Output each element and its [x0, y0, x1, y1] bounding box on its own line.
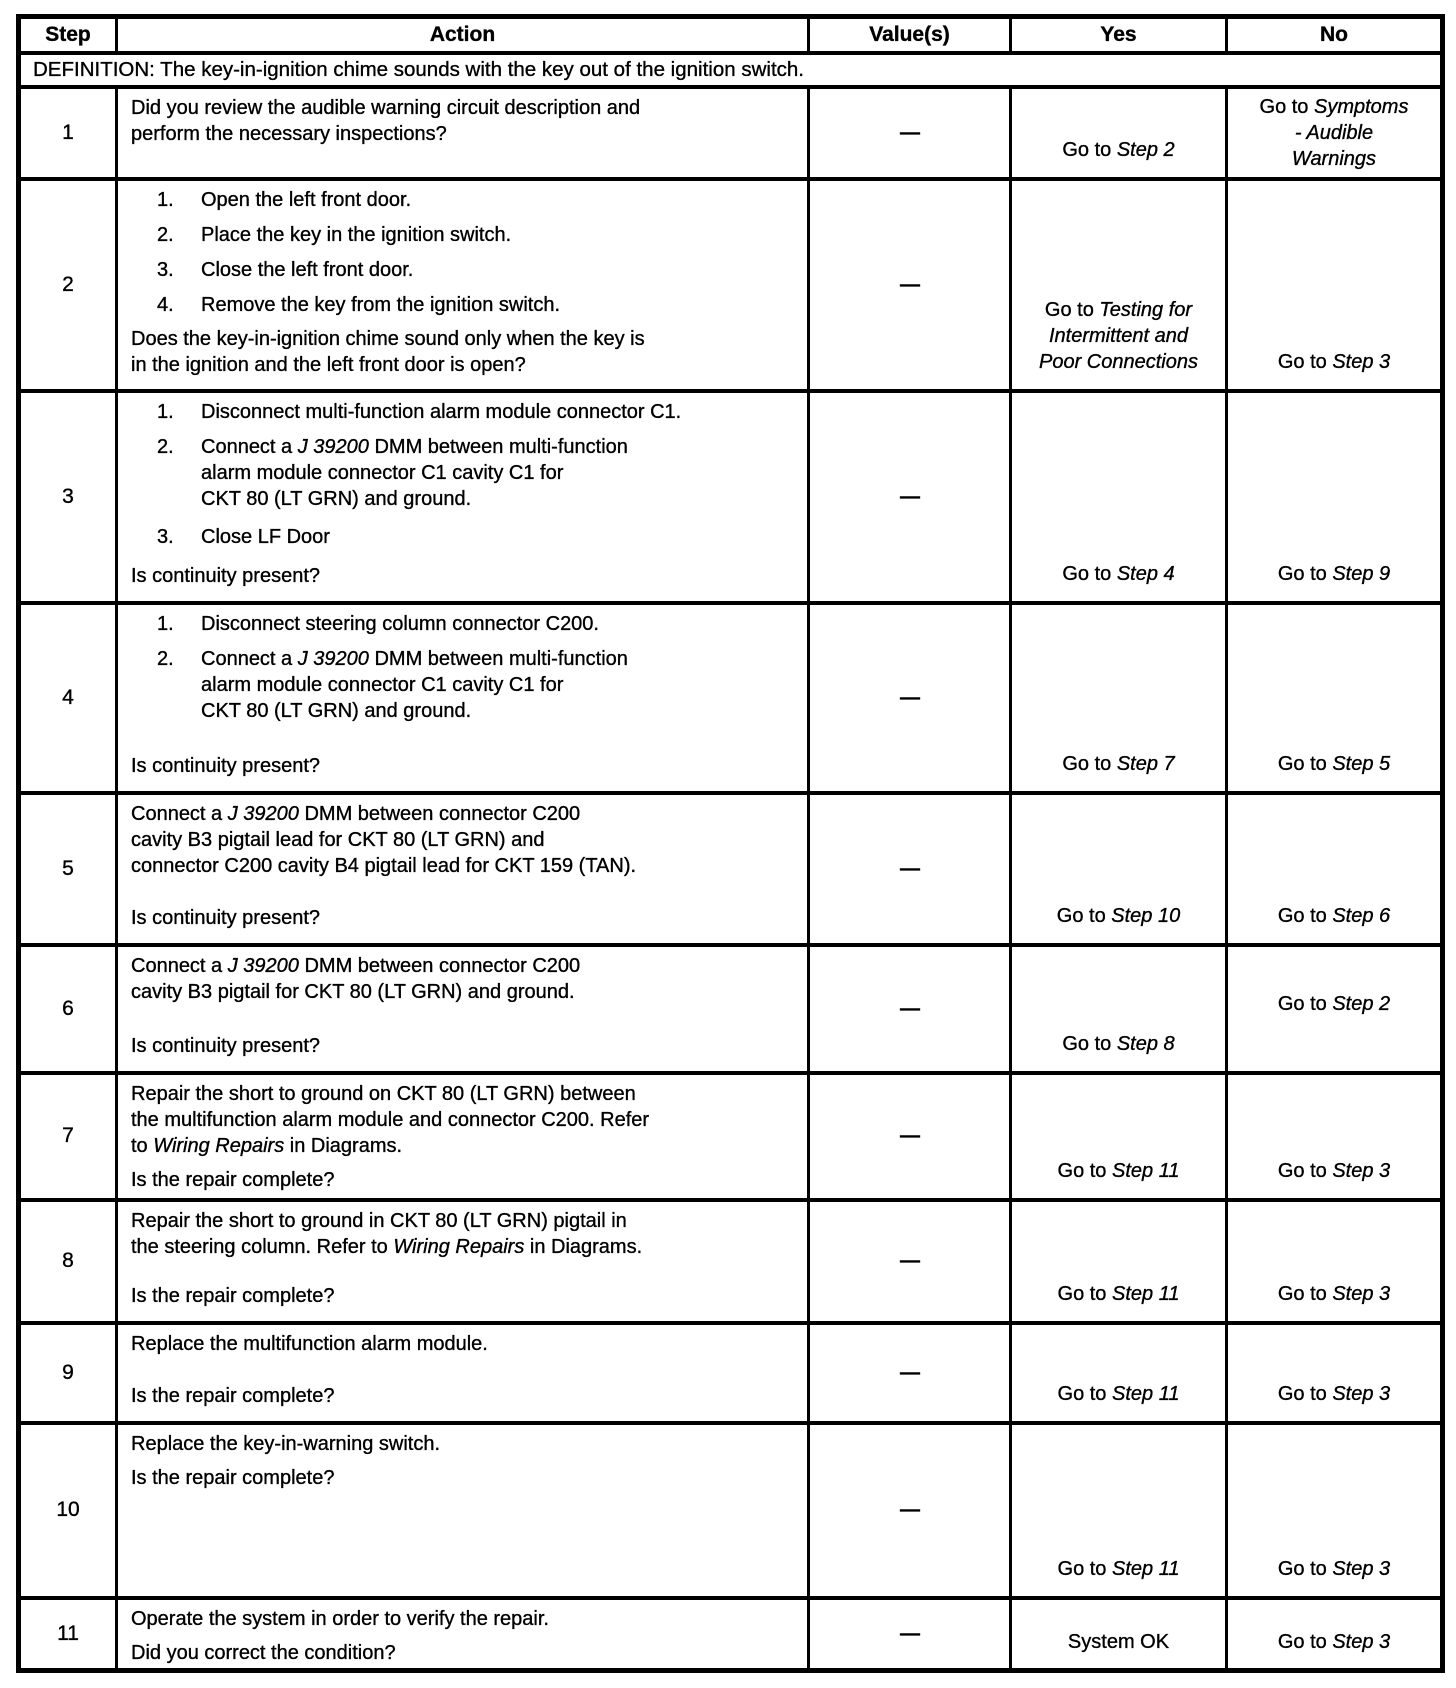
list-item-text: [201, 292, 799, 318]
yes-cell: [1011, 1073, 1227, 1200]
italic-reference-text: Step 3: [1332, 1630, 1391, 1653]
yes-answer-text: [1012, 1075, 1225, 1192]
text-segment: in the ignition and the left front door is open?: [131, 353, 526, 376]
yes-answer-lines: [1068, 1629, 1169, 1655]
list-item-number: 2.: [157, 435, 174, 458]
step-row-11: [19, 1598, 1443, 1671]
action-paragraph: [131, 95, 799, 147]
text-segment: Go to: [1277, 993, 1333, 1015]
diagnostic-table-page: [16, 14, 1445, 1673]
no-answer-text: [1228, 181, 1440, 383]
text-segment: Go to: [1056, 904, 1112, 927]
action-list: [131, 187, 799, 318]
steps-body: [19, 87, 1443, 1671]
col-header-no: No: [1227, 17, 1443, 53]
step-number-cell: [19, 1423, 117, 1598]
no-answer-text: [1228, 1600, 1440, 1663]
action-paragraph: [131, 1431, 799, 1457]
text-segment: DMM between multi-function: [368, 647, 628, 670]
action-list-item: [131, 292, 799, 318]
step-number: 8: [62, 1249, 74, 1272]
value-cell: [809, 603, 1011, 793]
text-segment: Go to: [1277, 1557, 1333, 1580]
yes-answer-text: [1012, 1202, 1225, 1315]
yes-answer-text: [1012, 947, 1225, 1065]
yes-answer-lines: [1058, 1281, 1180, 1307]
text-segment: Repair the short to ground on CKT 80 (LT GRN) between: [131, 1082, 636, 1105]
yes-answer-lines: [1062, 1031, 1174, 1057]
definition-text: DEFINITION: The key-in-ignition chime sounds with the key out of the ignition switch.: [19, 53, 1443, 87]
list-item-text: [201, 611, 799, 637]
action-cell: [117, 1598, 809, 1671]
action-cell: [117, 1200, 809, 1323]
list-item-number: 2.: [157, 223, 174, 246]
text-segment: Does the key-in-ignition chime sound only when the key is: [131, 327, 645, 350]
action-question: [131, 1383, 799, 1409]
no-answer-lines: [1278, 1381, 1390, 1407]
no-cell: [1227, 1598, 1443, 1671]
text-segment: Go to: [1277, 350, 1333, 373]
italic-reference-text: Step 8: [1116, 1032, 1175, 1055]
no-answer-text: [1228, 605, 1440, 785]
action-cell: [117, 391, 809, 603]
list-item-text: [201, 646, 799, 724]
no-cell: [1227, 1200, 1443, 1323]
text-segment: cavity B3 pigtail for CKT 80 (LT GRN) and ground.: [131, 980, 575, 1003]
no-cell: [1227, 793, 1443, 945]
value-cell: [809, 793, 1011, 945]
text-segment: in Diagrams.: [524, 1235, 643, 1258]
text-segment: Go to: [1277, 904, 1333, 927]
value-cell: [809, 1423, 1011, 1598]
text-segment: System OK: [1067, 1630, 1170, 1653]
value-dash: —: [900, 1622, 919, 1645]
value-dash: —: [900, 1361, 919, 1384]
italic-reference-text: J 39200: [297, 435, 369, 458]
action-question: [131, 1033, 799, 1059]
definition-row: [19, 53, 1443, 87]
list-item-number: 3.: [157, 258, 174, 281]
italic-reference-text: J 39200: [227, 802, 299, 825]
list-item-number: 2.: [157, 647, 174, 670]
step-number-cell: [19, 87, 117, 179]
value-dash: —: [900, 1125, 919, 1147]
text-segment: connector C200 cavity B4 pigtail lead for CKT 159 (TAN).: [131, 854, 637, 877]
yes-answer-lines: [1058, 1158, 1180, 1184]
value-dash: —: [900, 1250, 919, 1272]
yes-cell: [1011, 1200, 1227, 1323]
step-row-7: [19, 1073, 1443, 1200]
list-item-number: 4.: [157, 293, 174, 316]
value-cell: [809, 87, 1011, 179]
no-cell: [1227, 945, 1443, 1073]
yes-cell: [1011, 1598, 1227, 1671]
italic-reference-text: Warnings: [1291, 147, 1377, 170]
italic-reference-text: Step 4: [1116, 562, 1175, 585]
no-answer-lines: [1278, 1556, 1390, 1582]
step-number: 11: [57, 1621, 79, 1645]
action-cell: [117, 1073, 809, 1200]
value-cell: [809, 1200, 1011, 1323]
yes-answer-text: [1012, 393, 1225, 595]
text-segment: Go to: [1057, 1282, 1112, 1305]
value-dash: —: [900, 997, 919, 1020]
action-paragraph: [131, 1081, 799, 1159]
value-cell: [809, 1598, 1011, 1671]
no-answer-text: [1228, 1325, 1440, 1415]
yes-answer-text: [1012, 1425, 1225, 1590]
header-row: [19, 17, 1443, 53]
action-list-item: [131, 222, 799, 248]
yes-answer-lines: [1062, 137, 1174, 163]
step-number: 9: [62, 1360, 74, 1384]
text-segment: Go to: [1277, 562, 1333, 585]
no-cell: [1227, 603, 1443, 793]
step-number-cell: [19, 603, 117, 793]
list-item-number: 1.: [157, 400, 174, 423]
col-header-yes: Yes: [1011, 17, 1227, 53]
step-number-cell: [19, 945, 117, 1073]
italic-reference-text: Wiring Repairs: [153, 1134, 285, 1157]
text-segment: Place the key in the ignition switch.: [201, 223, 512, 246]
text-segment: Connect a: [131, 954, 228, 977]
action-cell: [117, 603, 809, 793]
step-row-9: [19, 1323, 1443, 1423]
no-answer-lines: [1260, 94, 1409, 172]
action-question: [131, 563, 799, 589]
yes-answer-text: [1012, 605, 1225, 785]
list-item-text: [201, 187, 799, 213]
value-cell: [809, 1323, 1011, 1423]
no-answer-text: [1228, 1425, 1440, 1590]
no-answer-text: [1228, 393, 1440, 595]
text-segment: Close LF Door: [201, 526, 330, 548]
yes-answer-lines: [1062, 561, 1174, 587]
yes-cell: [1011, 179, 1227, 391]
italic-reference-text: Step 11: [1112, 1557, 1180, 1580]
list-item-text: [201, 257, 799, 283]
no-cell: [1227, 1423, 1443, 1598]
text-segment: Is continuity present?: [131, 564, 320, 587]
value-cell: [809, 179, 1011, 391]
italic-reference-text: Poor Connections: [1039, 350, 1198, 373]
yes-cell: [1011, 87, 1227, 179]
text-segment: Go to: [1062, 138, 1117, 161]
no-cell: [1227, 391, 1443, 603]
yes-answer-lines: [1058, 1556, 1180, 1582]
action-list-item: [131, 399, 799, 425]
step-number-cell: [19, 1200, 117, 1323]
action-question: [131, 1167, 799, 1193]
text-segment: Go to: [1277, 752, 1333, 775]
step-number-cell: [19, 391, 117, 603]
italic-reference-text: - Audible: [1294, 121, 1374, 144]
italic-reference-text: Step 3: [1332, 1159, 1391, 1182]
step-number: 6: [62, 996, 74, 1020]
step-number: 2: [62, 272, 74, 296]
step-number-cell: [19, 1598, 117, 1671]
text-segment: Is the repair complete?: [131, 1466, 335, 1489]
no-cell: [1227, 179, 1443, 391]
yes-cell: [1011, 1423, 1227, 1598]
text-segment: Is continuity present?: [131, 754, 320, 777]
italic-reference-text: Testing for: [1099, 298, 1193, 321]
text-segment: Connect a: [131, 802, 228, 825]
text-segment: DMM between connector C200: [298, 802, 581, 825]
text-segment: Is continuity present?: [131, 906, 320, 929]
step-row-8: [19, 1200, 1443, 1323]
yes-answer-lines: [1039, 297, 1198, 375]
diagnostic-table: [16, 14, 1445, 1673]
step-row-5: [19, 793, 1443, 945]
text-segment: Disconnect multi-function alarm module connector C1.: [201, 400, 682, 423]
value-dash: —: [900, 857, 919, 880]
text-segment: Go to: [1057, 1159, 1112, 1182]
italic-reference-text: Step 10: [1111, 904, 1181, 927]
italic-reference-text: Intermittent and: [1049, 324, 1188, 347]
list-item-number: 1.: [157, 612, 174, 635]
action-cell: [117, 1323, 809, 1423]
text-segment: Disconnect steering column connector C200.: [201, 612, 599, 635]
action-list-item: [131, 187, 799, 213]
italic-reference-text: Step 5: [1332, 752, 1391, 775]
col-header-values: Value(s): [809, 17, 1011, 53]
action-paragraph: [131, 1208, 799, 1260]
no-answer-lines: [1278, 991, 1390, 1017]
step-row-3: [19, 391, 1443, 603]
yes-cell: [1011, 793, 1227, 945]
action-question: [131, 326, 799, 378]
step-number: 3: [62, 484, 74, 508]
text-segment: Go to: [1277, 1630, 1333, 1653]
list-item-text: [201, 434, 799, 512]
text-segment: Replace the multifunction alarm module.: [131, 1332, 488, 1355]
action-paragraph: [131, 1331, 799, 1357]
text-segment: DMM between multi-function: [368, 435, 628, 458]
action-question: [131, 753, 799, 779]
text-segment: Is continuity present?: [131, 1034, 320, 1057]
action-list-item: [131, 434, 799, 512]
value-cell: [809, 945, 1011, 1073]
no-answer-lines: [1278, 561, 1390, 587]
no-answer-text: [1228, 1075, 1440, 1192]
yes-cell: [1011, 391, 1227, 603]
step-row-10: [19, 1423, 1443, 1598]
action-list: [131, 611, 799, 724]
italic-reference-text: Step 3: [1332, 1557, 1391, 1580]
text-segment: Connect a: [201, 647, 298, 670]
action-question: [131, 1640, 799, 1666]
value-dash: —: [900, 273, 919, 296]
no-answer-text: [1228, 1202, 1440, 1315]
text-segment: Operate the system in order to verify the repair.: [131, 1607, 549, 1630]
step-row-4: [19, 603, 1443, 793]
yes-answer-lines: [1058, 1381, 1180, 1407]
list-item-text: [201, 399, 799, 425]
value-dash: —: [900, 485, 919, 508]
list-item-text: [201, 222, 799, 248]
action-list-item: [131, 257, 799, 283]
italic-reference-text: Step 11: [1112, 1382, 1180, 1405]
italic-reference-text: Step 11: [1112, 1282, 1180, 1305]
action-list: [131, 524, 799, 550]
action-question: [131, 905, 799, 931]
action-question: [131, 1465, 799, 1491]
italic-reference-text: Wiring Repairs: [393, 1235, 525, 1258]
step-number: 10: [56, 1498, 80, 1521]
text-segment: Go to: [1044, 298, 1100, 321]
text-segment: DMM between connector C200: [298, 954, 581, 977]
yes-cell: [1011, 945, 1227, 1073]
list-item-number: 1.: [157, 188, 174, 211]
no-answer-text: [1228, 795, 1440, 937]
text-segment: Go to: [1057, 1382, 1112, 1405]
text-segment: Remove the key from the ignition switch.: [201, 293, 561, 316]
step-row-1: [19, 87, 1443, 179]
yes-answer-text: [1012, 89, 1225, 171]
text-segment: Go to: [1062, 1032, 1117, 1055]
text-segment: alarm module connector C1 cavity C1 for: [201, 673, 564, 696]
italic-reference-text: Step 3: [1332, 1382, 1391, 1405]
no-cell: [1227, 1323, 1443, 1423]
action-list-item: [131, 524, 799, 550]
italic-reference-text: Step 2: [1332, 993, 1391, 1015]
text-segment: the multifunction alarm module and connector C200. Refer: [131, 1108, 650, 1131]
action-list: [131, 399, 799, 512]
text-segment: Go to: [1062, 752, 1117, 775]
step-number-cell: [19, 1323, 117, 1423]
yes-answer-text: [1012, 1600, 1225, 1663]
text-segment: Connect a: [201, 435, 298, 458]
step-number: 5: [62, 856, 74, 880]
yes-answer-lines: [1057, 903, 1180, 929]
action-cell: [117, 87, 809, 179]
action-paragraph: [131, 1606, 799, 1632]
no-answer-lines: [1278, 1158, 1390, 1184]
no-answer-text: [1228, 947, 1440, 1065]
italic-reference-text: Step 2: [1116, 138, 1175, 161]
value-dash: —: [900, 121, 919, 144]
text-segment: Go to: [1277, 1382, 1333, 1405]
step-number: 1: [62, 120, 74, 144]
action-question: [131, 1283, 799, 1309]
text-segment: in Diagrams.: [284, 1134, 403, 1157]
text-segment: perform the necessary inspections?: [131, 122, 447, 145]
italic-reference-text: Step 6: [1332, 904, 1391, 927]
action-paragraph: [131, 953, 799, 1005]
italic-reference-text: Step 9: [1332, 562, 1391, 585]
col-header-action: Action: [117, 17, 809, 53]
value-dash: —: [900, 686, 919, 709]
no-answer-lines: [1278, 751, 1390, 777]
step-number-cell: [19, 179, 117, 391]
step-number-cell: [19, 793, 117, 945]
text-segment: Go to: [1259, 95, 1314, 118]
text-segment: CKT 80 (LT GRN) and ground.: [201, 699, 472, 722]
step-number: 4: [62, 685, 74, 709]
italic-reference-text: Step 7: [1116, 752, 1175, 775]
step-number-cell: [19, 1073, 117, 1200]
yes-answer-text: [1012, 181, 1225, 383]
action-cell: [117, 945, 809, 1073]
col-header-step: Step: [19, 17, 117, 53]
step-row-6: [19, 945, 1443, 1073]
no-cell: [1227, 1073, 1443, 1200]
yes-cell: [1011, 603, 1227, 793]
action-list-item: [131, 611, 799, 637]
no-answer-lines: [1278, 1281, 1390, 1307]
italic-reference-text: Step 3: [1332, 350, 1391, 373]
text-segment: Go to: [1057, 1557, 1112, 1580]
no-answer-text: [1228, 89, 1440, 171]
no-cell: [1227, 87, 1443, 179]
text-segment: Did you correct the condition?: [131, 1641, 396, 1664]
text-segment: Open the left front door.: [201, 188, 412, 211]
action-cell: [117, 793, 809, 945]
action-list-item: [131, 646, 799, 724]
text-segment: cavity B3 pigtail lead for CKT 80 (LT GRN) and: [131, 828, 545, 851]
text-segment: Is the repair complete?: [131, 1168, 335, 1191]
text-segment: CKT 80 (LT GRN) and ground.: [201, 487, 472, 510]
text-segment: Close the left front door.: [201, 258, 414, 281]
no-answer-lines: [1278, 1629, 1390, 1655]
text-segment: to: [131, 1134, 154, 1157]
text-segment: Repair the short to ground in CKT 80 (LT GRN) pigtail in: [131, 1209, 627, 1232]
value-dash: —: [900, 1499, 919, 1521]
list-item-text: [201, 524, 799, 550]
text-segment: Go to: [1062, 562, 1117, 585]
value-cell: [809, 391, 1011, 603]
text-segment: Go to: [1277, 1159, 1333, 1182]
text-segment: Is the repair complete?: [131, 1284, 335, 1307]
italic-reference-text: Step 3: [1332, 1282, 1391, 1305]
italic-reference-text: Symptoms: [1314, 95, 1409, 118]
no-answer-lines: [1278, 903, 1390, 929]
yes-cell: [1011, 1323, 1227, 1423]
action-cell: [117, 1423, 809, 1598]
italic-reference-text: J 39200: [227, 954, 299, 977]
yes-answer-lines: [1062, 751, 1174, 777]
yes-answer-text: [1012, 795, 1225, 937]
yes-answer-text: [1012, 1325, 1225, 1415]
text-segment: Replace the key-in-warning switch.: [131, 1432, 441, 1455]
step-row-2: [19, 179, 1443, 391]
text-segment: Go to: [1277, 1282, 1333, 1305]
step-number: 7: [62, 1124, 74, 1147]
italic-reference-text: J 39200: [297, 647, 369, 670]
no-answer-lines: [1278, 349, 1390, 375]
action-paragraph: [131, 801, 799, 879]
text-segment: the steering column. Refer to: [131, 1235, 394, 1258]
action-cell: [117, 179, 809, 391]
text-segment: alarm module connector C1 cavity C1 for: [201, 461, 564, 484]
text-segment: Did you review the audible warning circuit description and: [131, 96, 641, 119]
text-segment: Is the repair complete?: [131, 1384, 335, 1407]
italic-reference-text: Step 11: [1112, 1159, 1180, 1182]
list-item-number: 3.: [157, 526, 174, 548]
value-cell: [809, 1073, 1011, 1200]
